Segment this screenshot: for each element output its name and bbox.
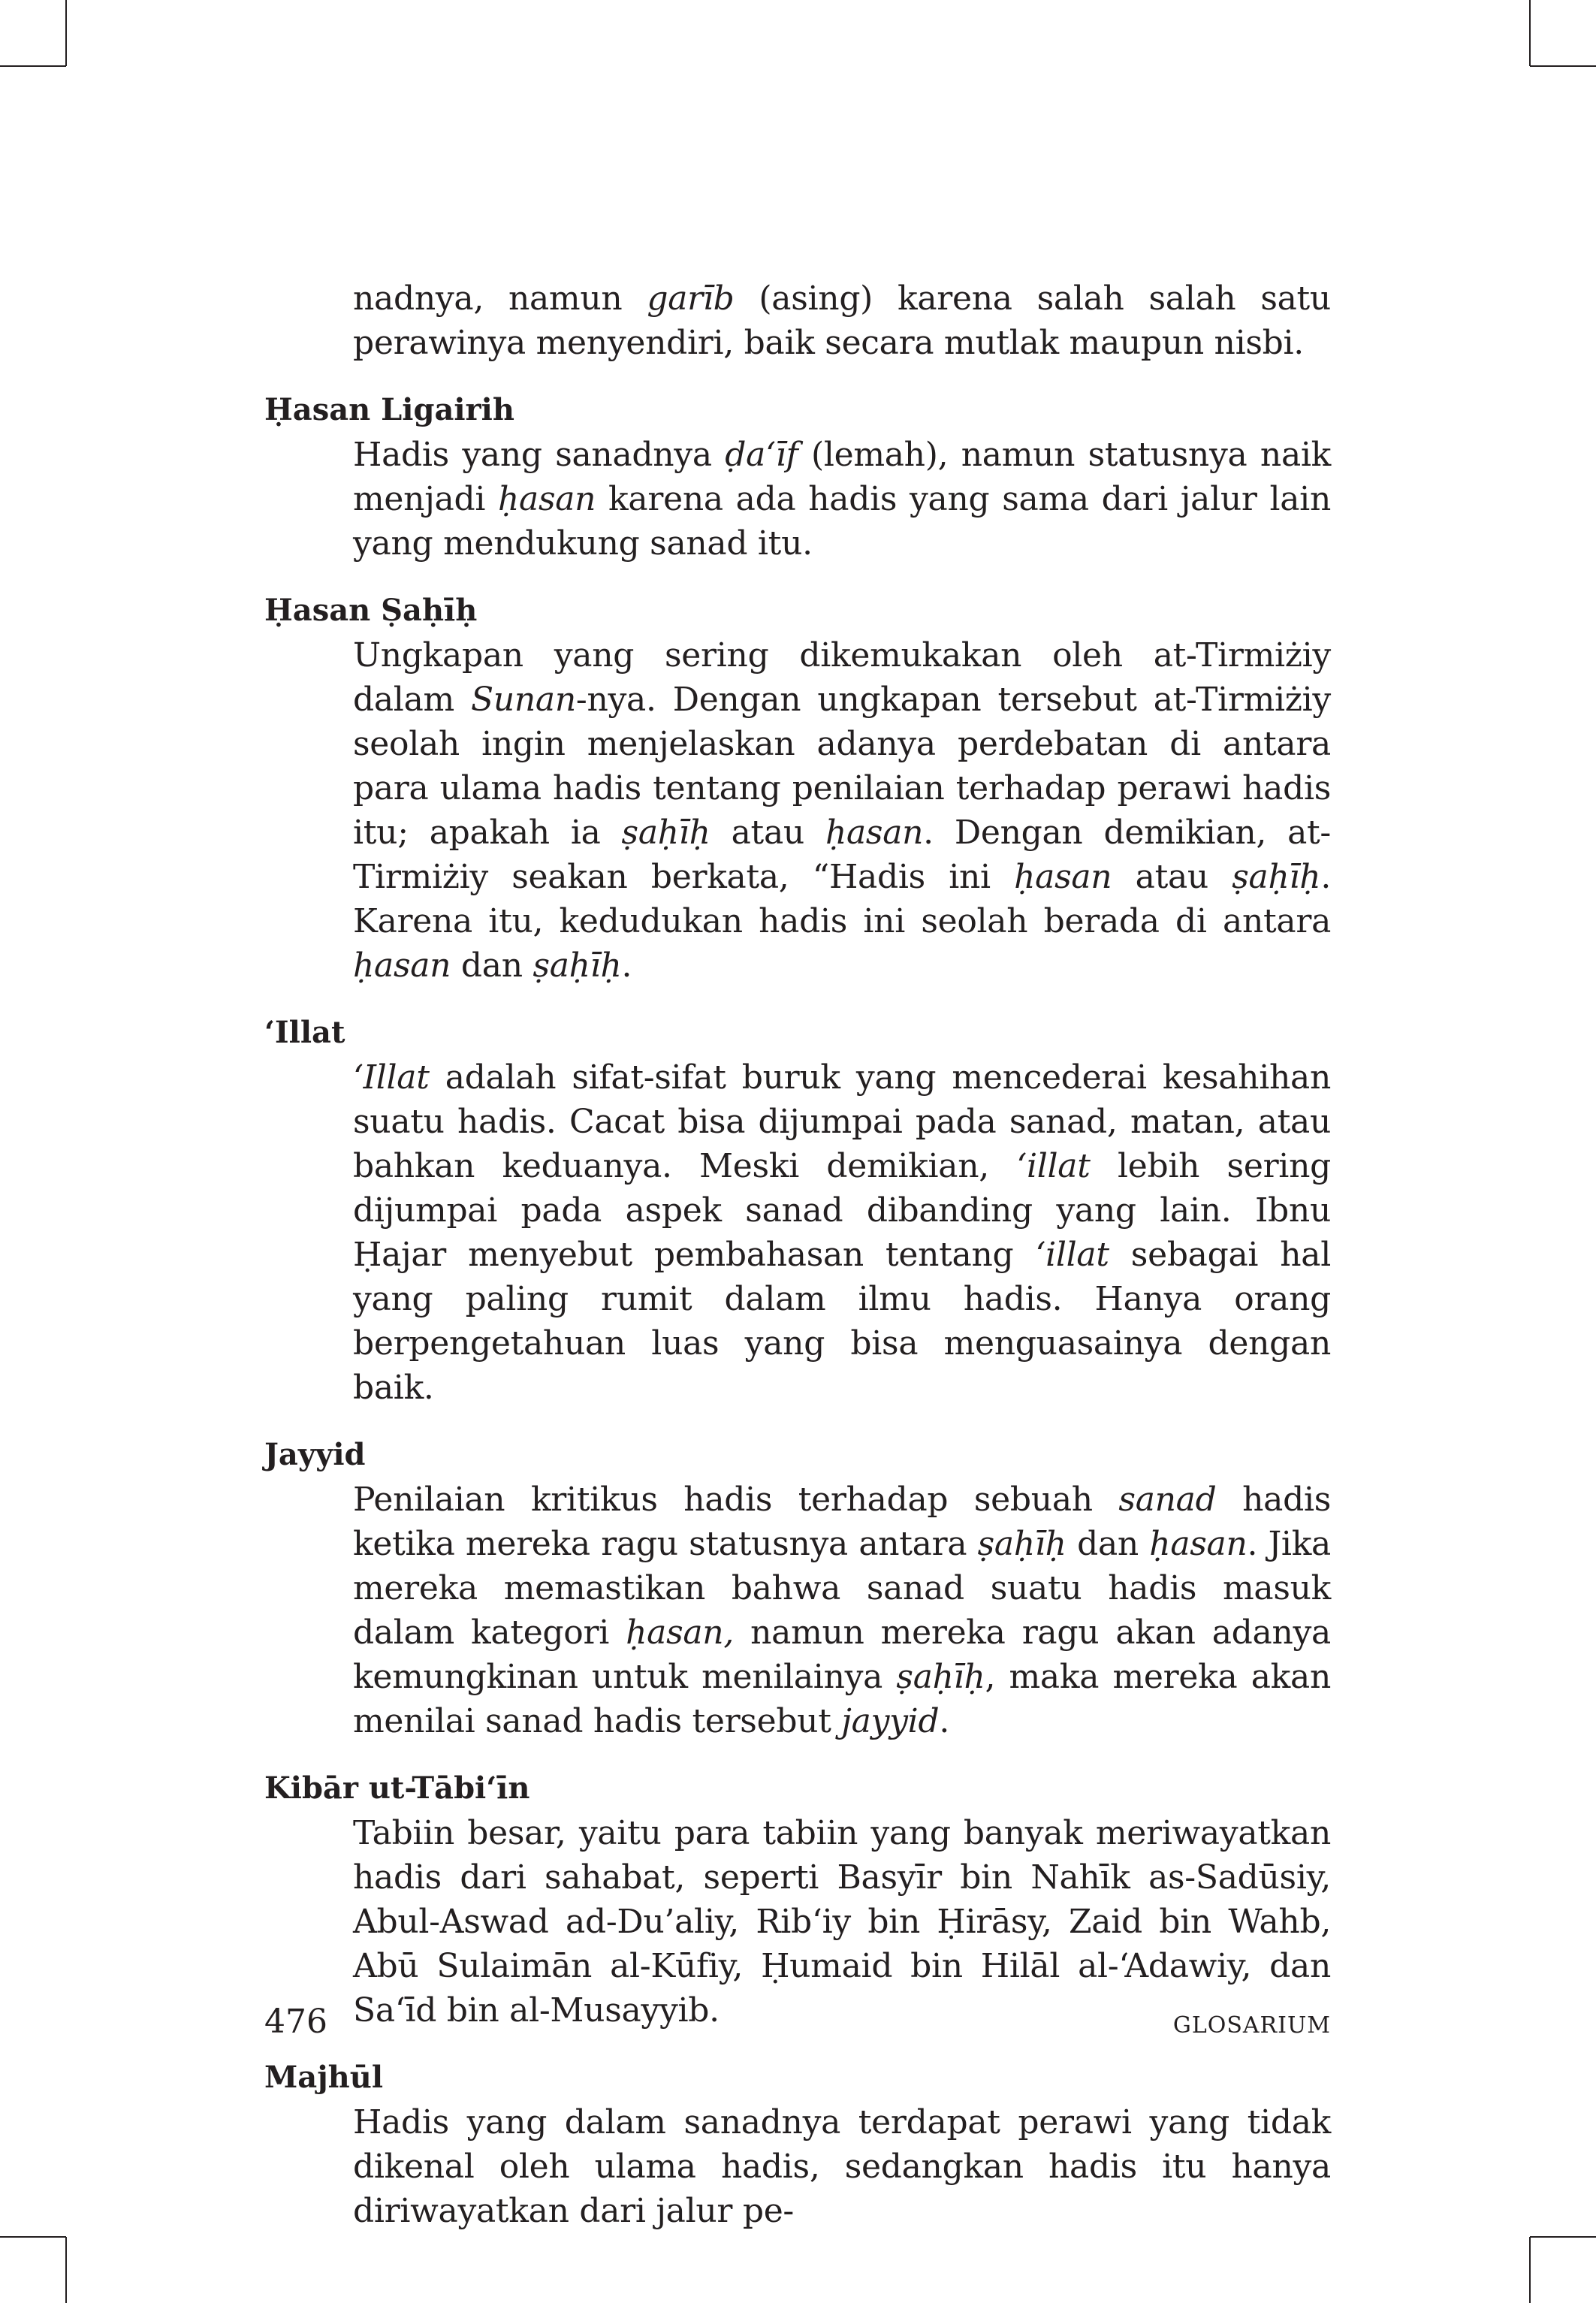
italic-term: ṣaḥīḥ bbox=[533, 946, 622, 985]
text-run: dan bbox=[451, 946, 533, 985]
glossary-entry bbox=[264, 588, 1331, 988]
italic-term: ṣaḥīḥ bbox=[1232, 858, 1321, 896]
text-run: . bbox=[939, 1702, 950, 1740]
italic-term: ṣaḥīḥ bbox=[977, 1525, 1067, 1563]
glossary-entry bbox=[264, 1766, 1331, 2033]
glossary-term: Ḥasan Ṣaḥīḥ bbox=[264, 593, 478, 628]
glossary-term: Majhūl bbox=[264, 2060, 384, 2095]
text-run: Hadis yang dalam sanadnya terdapat perawi yang tidak dikenal oleh ulama hadis, sedangkan hadis itu hanya diriwayatkan dari jalur pe- bbox=[353, 2103, 1331, 2230]
page-number: 476 bbox=[264, 2003, 327, 2041]
glossary-entry bbox=[264, 1010, 1331, 1410]
glossary-term: Kibār ut-Tābi‘īn bbox=[264, 1770, 530, 1806]
text-run: atau bbox=[710, 813, 825, 852]
italic-term: ḥasan bbox=[353, 946, 451, 985]
italic-term: ḍa‘īf bbox=[725, 436, 798, 474]
crop-mark-top-right-v bbox=[1529, 0, 1531, 66]
italic-term: Sunan bbox=[470, 681, 576, 719]
continued-definition bbox=[353, 276, 1331, 365]
running-head: GLOSARIUM bbox=[1172, 2012, 1331, 2039]
text-run: adalah sifat-sifat buruk yang mencederai kesahihan suatu hadis. Cacat bisa dijumpai pada sanad, matan, atau bahkan keduanya. Meski demikian, bbox=[353, 1058, 1331, 1185]
crop-mark-top-left-h bbox=[0, 65, 66, 67]
glossary-entries bbox=[264, 388, 1331, 2233]
italic-term: garīb bbox=[647, 279, 735, 318]
text-run: Hadis yang sanadnya bbox=[353, 436, 726, 474]
text-run: Penilaian kritikus hadis terhadap sebuah bbox=[353, 1480, 1119, 1519]
italic-term: ṣaḥīḥ bbox=[621, 813, 711, 852]
text-run: sebagai hal yang paling rumit dalam ilmu hadis. Hanya orang berpengetahuan luas yang bisa menguasainya dengan baik. bbox=[353, 1236, 1331, 1407]
glossary-definition bbox=[353, 1055, 1331, 1410]
page-footer bbox=[264, 2000, 1331, 2045]
text-run: hadis ketika mereka ragu statusnya antara bbox=[353, 1480, 1331, 1563]
italic-term: jayyid bbox=[841, 1702, 940, 1740]
crop-mark-bottom-left-v bbox=[65, 2237, 67, 2303]
glossary-entry bbox=[264, 388, 1331, 566]
glossary-term: Ḥasan Ligairih bbox=[264, 392, 514, 427]
text-run: Ungkapan yang sering dikemukakan oleh at-Tirmiżiy dalam bbox=[353, 636, 1331, 719]
italic-term: ḥasan bbox=[497, 480, 596, 518]
text-run: (asing) karena salah salah satu perawinya menyendiri, baik secara mutlak maupun nisbi. bbox=[353, 279, 1331, 362]
text-run: . bbox=[621, 946, 632, 985]
crop-mark-bottom-right-v bbox=[1529, 2237, 1531, 2303]
crop-mark-bottom-right-h bbox=[1530, 2236, 1596, 2238]
glossary-definition bbox=[353, 633, 1331, 988]
glossary-entry bbox=[264, 1432, 1331, 1743]
glossary-definition bbox=[353, 2100, 1331, 2233]
text-run: dan bbox=[1066, 1525, 1150, 1563]
text-run: namun mereka ragu akan adanya kemungkinan untuk menilainya bbox=[353, 1613, 1331, 1696]
glossary-term: Jayyid bbox=[264, 1437, 366, 1472]
glossary-entry bbox=[264, 2055, 1331, 2233]
text-run: nadnya, namun bbox=[353, 279, 647, 318]
italic-term: ḥasan bbox=[1014, 858, 1112, 896]
text-run: atau bbox=[1112, 858, 1232, 896]
italic-term: ṣaḥīḥ bbox=[896, 1658, 985, 1696]
italic-term: ḥasan bbox=[1149, 1525, 1248, 1563]
text-run: karena ada hadis yang sama dari jalur lain yang mendukung sanad itu. bbox=[353, 480, 1331, 563]
text-run: (lemah), namun statusnya naik menjadi bbox=[353, 436, 1332, 518]
crop-mark-bottom-left-h bbox=[0, 2236, 66, 2238]
text-run: Tabiin besar, yaitu para tabiin yang banyak meriwayatkan hadis dari sahabat, seperti Basyīr bin Nahīk as-Sadūsiy, Abul-Aswad ad-Du’aliy, Rib‘iy bin Ḥirāsy, Zaid bin Wahb, Abū Sulaimān al-Kūfiy, Ḥumaid bin Hilāl al-‘Adawiy, dan Sa‘īd bin al-Musayyib. bbox=[353, 1814, 1331, 2030]
glossary-definition bbox=[353, 1477, 1331, 1743]
text-run: , maka mereka akan menilai sanad hadis tersebut bbox=[353, 1658, 1331, 1740]
text-run: -nya. Dengan ungkapan tersebut at-Tirmiżiy seolah ingin menjelaskan adanya perdebatan di antara para ulama hadis tentang penilaian terhadap perawi hadis itu; apakah ia bbox=[353, 681, 1331, 852]
italic-term: ḥasan, bbox=[626, 1613, 735, 1652]
crop-mark-top-left-v bbox=[65, 0, 67, 66]
text-run: . Jika mereka memastikan bahwa sanad suatu hadis masuk dalam kategori bbox=[353, 1525, 1331, 1652]
italic-term: ‘illat bbox=[1016, 1147, 1091, 1185]
glossary-definition bbox=[353, 433, 1331, 566]
crop-mark-top-right-h bbox=[1530, 65, 1596, 67]
text-run: . Karena itu, kedudukan hadis ini seolah berada di antara bbox=[353, 858, 1331, 940]
text-run: lebih sering dijumpai pada aspek sanad dibanding yang lain. Ibnu Ḥajar menyebut pembahasan tentang bbox=[353, 1147, 1331, 1274]
italic-term: ḥasan bbox=[825, 813, 924, 852]
glossary-term: ‘Illat bbox=[264, 1015, 345, 1050]
italic-term: ‘illat bbox=[1035, 1236, 1109, 1274]
italic-term: ‘Illat bbox=[353, 1058, 430, 1097]
glossary-content bbox=[264, 276, 1331, 2256]
italic-term: sanad bbox=[1118, 1480, 1217, 1519]
text-run: . Dengan demikian, at-Tirmiżiy seakan berkata, “Hadis ini bbox=[353, 813, 1331, 896]
